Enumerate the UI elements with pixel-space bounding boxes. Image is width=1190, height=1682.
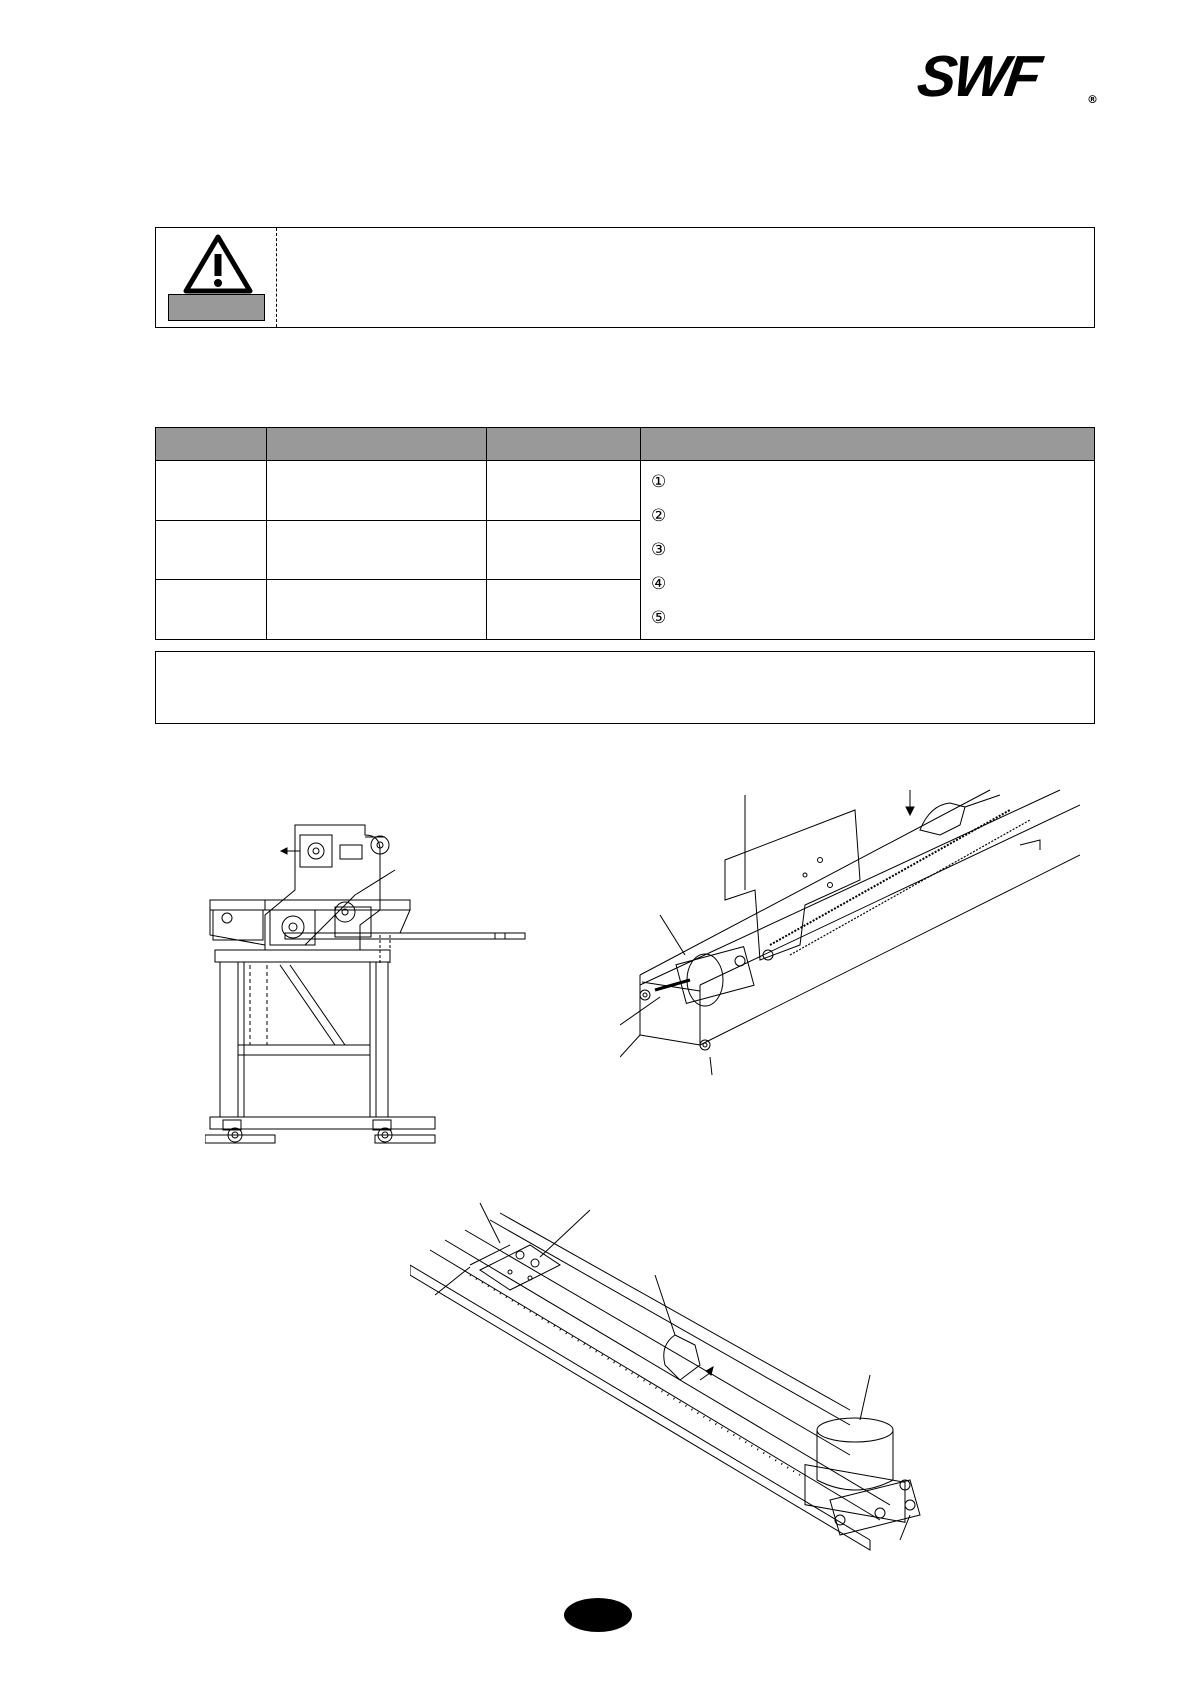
table-header-row xyxy=(156,428,1095,461)
step-marker: ③ xyxy=(651,540,667,560)
note-box xyxy=(155,651,1095,724)
table-cell xyxy=(267,580,487,640)
table-cell xyxy=(487,520,641,580)
caution-divider xyxy=(276,228,277,327)
spec-table xyxy=(155,427,1095,640)
table-row xyxy=(156,461,1095,521)
step-marker: ① xyxy=(651,472,667,492)
registered-mark: ® xyxy=(1087,93,1098,106)
table-header-cell xyxy=(267,428,487,461)
table-cell xyxy=(487,580,641,640)
warning-icon xyxy=(183,234,253,294)
step-marker: ② xyxy=(651,506,667,526)
table-header-cell xyxy=(641,428,1095,461)
step-marker: ⑤ xyxy=(651,608,667,628)
machine-side-view-figure xyxy=(205,815,545,1165)
table-header-cell xyxy=(156,428,267,461)
table-cell xyxy=(156,580,267,640)
brand-logo xyxy=(913,44,1098,109)
rail-motor-figure xyxy=(410,1195,950,1555)
table-cell xyxy=(487,461,641,521)
step-marker: ④ xyxy=(651,574,667,594)
table-cell xyxy=(156,461,267,521)
logo-text: SWF xyxy=(913,44,1043,109)
table-header-cell xyxy=(487,428,641,461)
belt-tension-figure xyxy=(620,785,1080,1095)
caution-label xyxy=(168,294,265,321)
table-cell xyxy=(267,461,487,521)
procedure-steps-cell xyxy=(641,461,1095,640)
page-number-badge xyxy=(564,1598,632,1632)
table-cell xyxy=(267,520,487,580)
caution-box xyxy=(155,227,1095,328)
table-cell xyxy=(156,520,267,580)
